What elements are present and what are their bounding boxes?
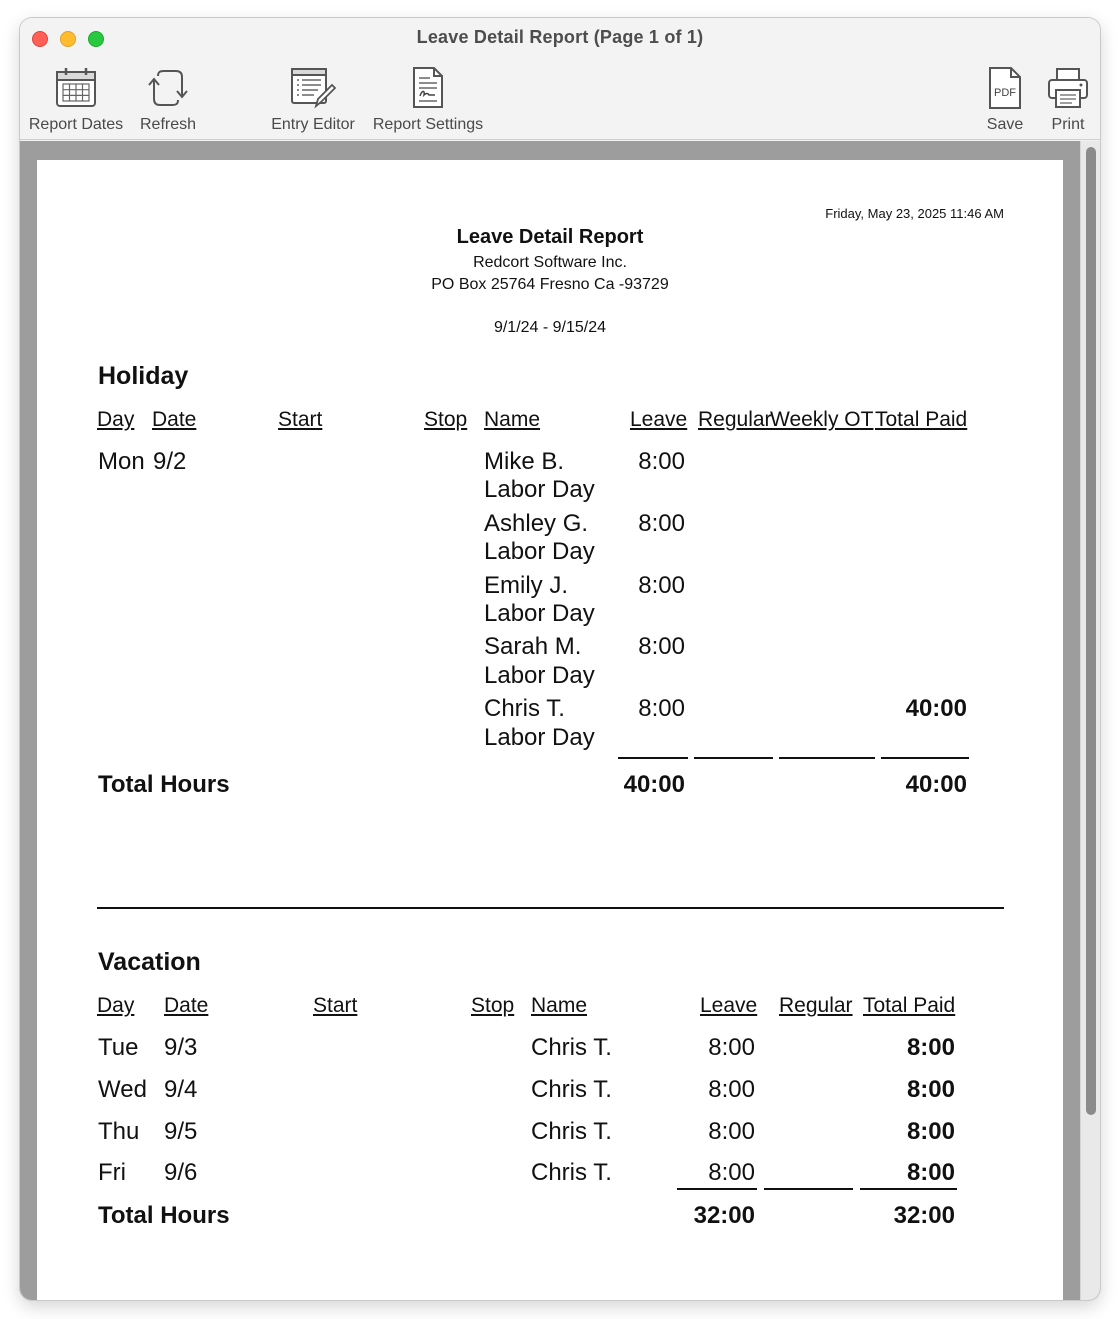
vacation-regular-subtotal-line xyxy=(764,1188,853,1190)
holiday-row-note: Labor Day xyxy=(484,538,595,565)
company-address: PO Box 25764 Fresno Ca -93729 xyxy=(431,276,669,293)
window-title: Leave Detail Report (Page 1 of 1) xyxy=(416,27,704,47)
holiday-col-start: Start xyxy=(278,408,323,431)
holiday-leave-subtotal-line xyxy=(618,757,688,759)
holiday-row-leave: 8:00 xyxy=(638,695,685,722)
holiday-col-name: Name xyxy=(484,408,541,431)
report-settings-label: Report Settings xyxy=(372,116,484,133)
printer-icon xyxy=(1046,66,1090,110)
holiday-col-regular: Regular xyxy=(698,408,772,431)
vacation-row-name: Chris T. xyxy=(531,1034,612,1061)
report-timestamp: Friday, May 23, 2025 11:46 AM xyxy=(825,206,1004,221)
holiday-row-total-paid: 40:00 xyxy=(905,695,967,722)
report-settings-button[interactable] xyxy=(368,66,488,134)
vacation-row-name: Chris T. xyxy=(531,1159,612,1186)
vacation-row-total-paid: 8:00 xyxy=(906,1159,955,1186)
vacation-col-day: Day xyxy=(97,994,135,1017)
vacation-col-leave: Leave xyxy=(700,994,758,1017)
vacation-row-total-paid: 8:00 xyxy=(906,1118,955,1145)
holiday-section-title: Holiday xyxy=(98,362,189,390)
company-name: Redcort Software Inc. xyxy=(473,254,627,271)
vacation-row-total-paid: 8:00 xyxy=(906,1034,955,1061)
holiday-day: Mon xyxy=(98,448,145,475)
report-page xyxy=(37,160,1063,1300)
report-period: 9/1/24 - 9/15/24 xyxy=(493,319,607,336)
print-button[interactable] xyxy=(1044,66,1092,134)
entry-editor-button[interactable] xyxy=(266,66,360,134)
holiday-row-note: Labor Day xyxy=(484,724,595,751)
holiday-row-leave: 8:00 xyxy=(638,572,685,599)
vacation-row-date: 9/3 xyxy=(164,1034,198,1061)
holiday-weekly-ot-subtotal-line xyxy=(779,757,875,759)
holiday-row-note: Labor Day xyxy=(484,662,595,689)
holiday-col-stop: Stop xyxy=(424,408,468,431)
report-title: Leave Detail Report xyxy=(456,226,644,248)
vacation-col-date: Date xyxy=(164,994,209,1017)
holiday-total-paid-subtotal-line xyxy=(881,757,969,759)
vacation-row-leave: 8:00 xyxy=(708,1034,755,1061)
vacation-row-leave: 8:00 xyxy=(708,1159,755,1186)
print-label: Print xyxy=(1051,116,1085,133)
holiday-row-leave: 8:00 xyxy=(638,448,685,475)
vacation-row-name: Chris T. xyxy=(531,1118,612,1145)
vacation-row-leave: 8:00 xyxy=(708,1076,755,1103)
scrollbar-thumb[interactable] xyxy=(1086,147,1096,1115)
save-label: Save xyxy=(986,116,1024,133)
vacation-col-regular: Regular xyxy=(779,994,853,1017)
vacation-leave-subtotal-line xyxy=(677,1188,757,1190)
vacation-total-paid: 32:00 xyxy=(893,1202,955,1229)
vacation-row-day: Tue xyxy=(98,1034,139,1061)
vacation-total-hours-label: Total Hours xyxy=(98,1202,230,1229)
vacation-row-date: 9/6 xyxy=(164,1159,198,1186)
holiday-date: 9/2 xyxy=(153,448,187,475)
pdf-file-icon xyxy=(983,66,1027,110)
holiday-col-weekly-ot: Weekly OT xyxy=(770,408,874,431)
holiday-col-date: Date xyxy=(152,408,197,431)
holiday-row-name: Emily J. xyxy=(484,572,568,599)
holiday-row-leave: 8:00 xyxy=(638,510,685,537)
holiday-total-paid: 40:00 xyxy=(905,771,967,798)
vacation-total-leave: 32:00 xyxy=(693,1202,755,1229)
title-bar xyxy=(20,18,1100,140)
holiday-regular-subtotal-line xyxy=(694,757,773,759)
holiday-col-total-paid: Total Paid xyxy=(875,408,968,431)
save-pdf-button[interactable] xyxy=(978,66,1032,134)
holiday-row-note: Labor Day xyxy=(484,600,595,627)
report-dates-button[interactable] xyxy=(26,66,126,134)
holiday-row-name: Sarah M. xyxy=(484,633,582,660)
vacation-row-day: Thu xyxy=(98,1118,140,1145)
vacation-row-date: 9/4 xyxy=(164,1076,198,1103)
holiday-row-name: Mike B. xyxy=(484,448,565,475)
vacation-row-total-paid: 8:00 xyxy=(906,1076,955,1103)
vacation-row-date: 9/5 xyxy=(164,1118,198,1145)
vacation-row-day: Fri xyxy=(98,1159,126,1186)
vacation-row-day: Wed xyxy=(98,1076,147,1103)
holiday-row-name: Ashley G. xyxy=(484,510,589,537)
report-settings-icon xyxy=(406,66,450,110)
holiday-row-note: Labor Day xyxy=(484,476,595,503)
vacation-section-title: Vacation xyxy=(98,948,201,976)
refresh-icon xyxy=(146,66,190,110)
vacation-col-start: Start xyxy=(313,994,358,1017)
holiday-col-leave: Leave xyxy=(630,408,688,431)
report-window xyxy=(20,18,1100,1300)
calendar-icon xyxy=(54,66,98,110)
report-dates-label: Report Dates xyxy=(28,116,124,133)
entry-editor-icon xyxy=(290,66,336,110)
holiday-total-hours-label: Total Hours xyxy=(98,771,230,798)
vertical-scrollbar[interactable] xyxy=(1080,141,1100,1300)
vacation-row-leave: 8:00 xyxy=(708,1118,755,1145)
refresh-button[interactable] xyxy=(132,66,204,134)
holiday-row-name: Chris T. xyxy=(484,695,565,722)
entry-editor-label: Entry Editor xyxy=(271,116,355,133)
refresh-label: Refresh xyxy=(139,116,197,133)
report-viewport[interactable] xyxy=(20,141,1100,1300)
holiday-col-day: Day xyxy=(97,408,135,431)
section-divider xyxy=(97,907,1004,909)
vacation-col-total-paid: Total Paid xyxy=(863,994,956,1017)
holiday-total-leave: 40:00 xyxy=(623,771,685,798)
vacation-col-name: Name xyxy=(531,994,588,1017)
svg-text:PDF: PDF xyxy=(994,87,1016,99)
vacation-col-stop: Stop xyxy=(471,994,515,1017)
vacation-row-name: Chris T. xyxy=(531,1076,612,1103)
holiday-row-leave: 8:00 xyxy=(638,633,685,660)
vacation-total-paid-subtotal-line xyxy=(860,1188,957,1190)
